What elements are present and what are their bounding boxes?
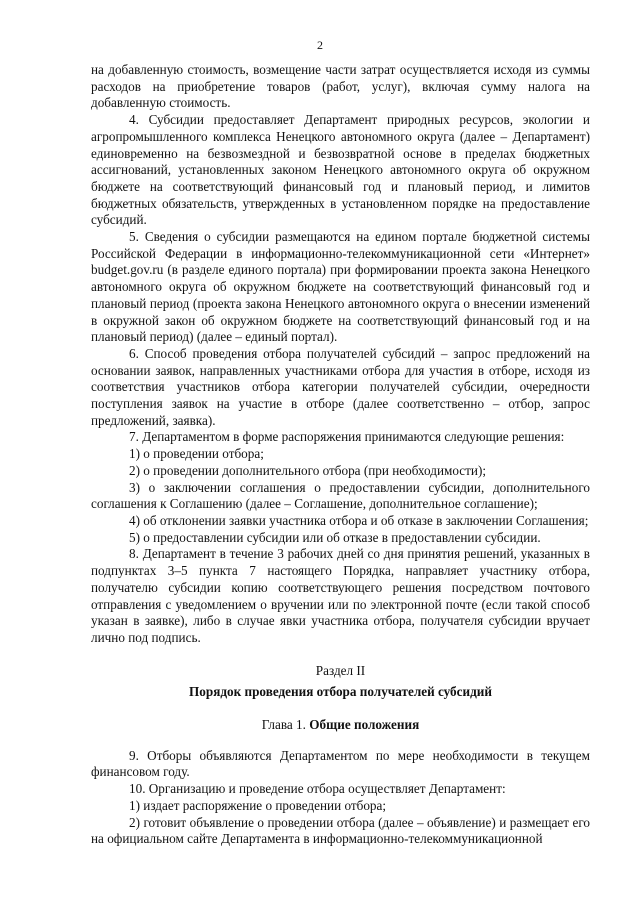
paragraph-group-bottom [91, 748, 590, 848]
paragraph-p9: 9. Отборы объявляются Департаментом по мере необходимости в текущем финансовом году. [91, 747, 590, 780]
paragraph-p5: 5. Сведения о субсидии размещаются на едином портале бюджетной системы Российской Федерации в информационно-телекоммуникационной сети «Интернет» budget.gov.ru (в разделе единого портала) при формировании проекта закона Ненецкого автономного округа об окружном бюджете на соответствующий финансовый год и плановый период (проекта закона Ненецкого автономного округа о внесении изменений в окружной закон об окружном бюджете на соответствующий финансовый год и на плановый период) (далее – единый портал). [91, 229, 590, 345]
paragraph-group-top [91, 62, 590, 647]
paragraph-p7: 7. Департаментом в форме распоряжения принимаются следующие решения: [129, 429, 565, 445]
paragraph-p10-1: 1) издает распоряжение о проведении отбора; [129, 797, 387, 813]
paragraph-p6: 6. Способ проведения отбора получателей субсидий – запрос предложений на основании заявок, направленных участниками отбора для участия в отборе, исходя из соответствия участников отбора категории получателей субсидии, очередности поступления заявок на участие в отборе (далее соответственно – отбор, запрос предложений, заявка). [91, 345, 590, 428]
paragraph-p10: 10. Организацию и проведение отбора осуществляет Департамент: [129, 781, 506, 797]
chapter-prefix: Глава 1. [261, 717, 310, 733]
paragraph-p8: 8. Департамент в течение 3 рабочих дней со дня принятия решений, указанных в подпунктах 3–5 пункта 7 настоящего Порядка, направляет участнику отбора, получателю субсидии копию соответствующего решения посредством почтового отправления с уведомлением о вручении или по электронной почте (если такой способ указан в заявке), либо в случае явки участника отбора, получателя субсидии вручает лично под подпись. [91, 546, 590, 645]
chapter-title: Общие положения [309, 717, 420, 733]
paragraph-p4: 4. Субсидии предоставляет Департамент природных ресурсов, экологии и агропромышленного комплекса Ненецкого автономного округа (далее – Департамент) единовременно на безвозмездной и безвозвратной основе в пределах бюджетных ассигнований, установленных законом Ненецкого автономного округа об окружном бюджете на соответствующий финансовый год и плановый период, и лимитов бюджетных обязательств, утвержденных в установленном порядке на предоставление субсидий. [91, 112, 590, 228]
spacer [91, 701, 590, 717]
paragraph-p10-2: 2) готовит объявление о проведении отбора (далее – объявление) и размещает его на официальном сайте Департамента в информационно-телекоммуникационной [91, 814, 590, 847]
document-body [91, 62, 590, 848]
paragraph-p-cont: на добавленную стоимость, возмещение части затрат осуществляется исходя из суммы расходов на приобретение товаров (работ, услуг), включая сумму налога на добавленную стоимость. [91, 62, 590, 111]
paragraph-p7-4: 4) об отклонении заявки участника отбора и об отказе в заключении Соглашения; [129, 512, 589, 528]
paragraph-p7-3: 3) о заключении соглашения о предоставлении субсидии, дополнительного соглашения к Соглашению (далее – Соглашение, дополнительное соглашение); [91, 479, 590, 512]
chapter-heading [91, 717, 590, 734]
spacer [91, 647, 590, 663]
spacer [91, 734, 590, 748]
page-number: 2 [317, 38, 323, 52]
paragraph-p7-2: 2) о проведении дополнительного отбора (при необходимости); [129, 462, 486, 478]
section-title: Порядок проведения отбора получателей субсидий [189, 684, 492, 700]
paragraph-p7-5: 5) о предоставлении субсидии или об отказе в предоставлении субсидии. [129, 529, 541, 545]
section-label: Раздел II [315, 662, 366, 678]
paragraph-p7-1: 1) о проведении отбора; [129, 446, 264, 462]
